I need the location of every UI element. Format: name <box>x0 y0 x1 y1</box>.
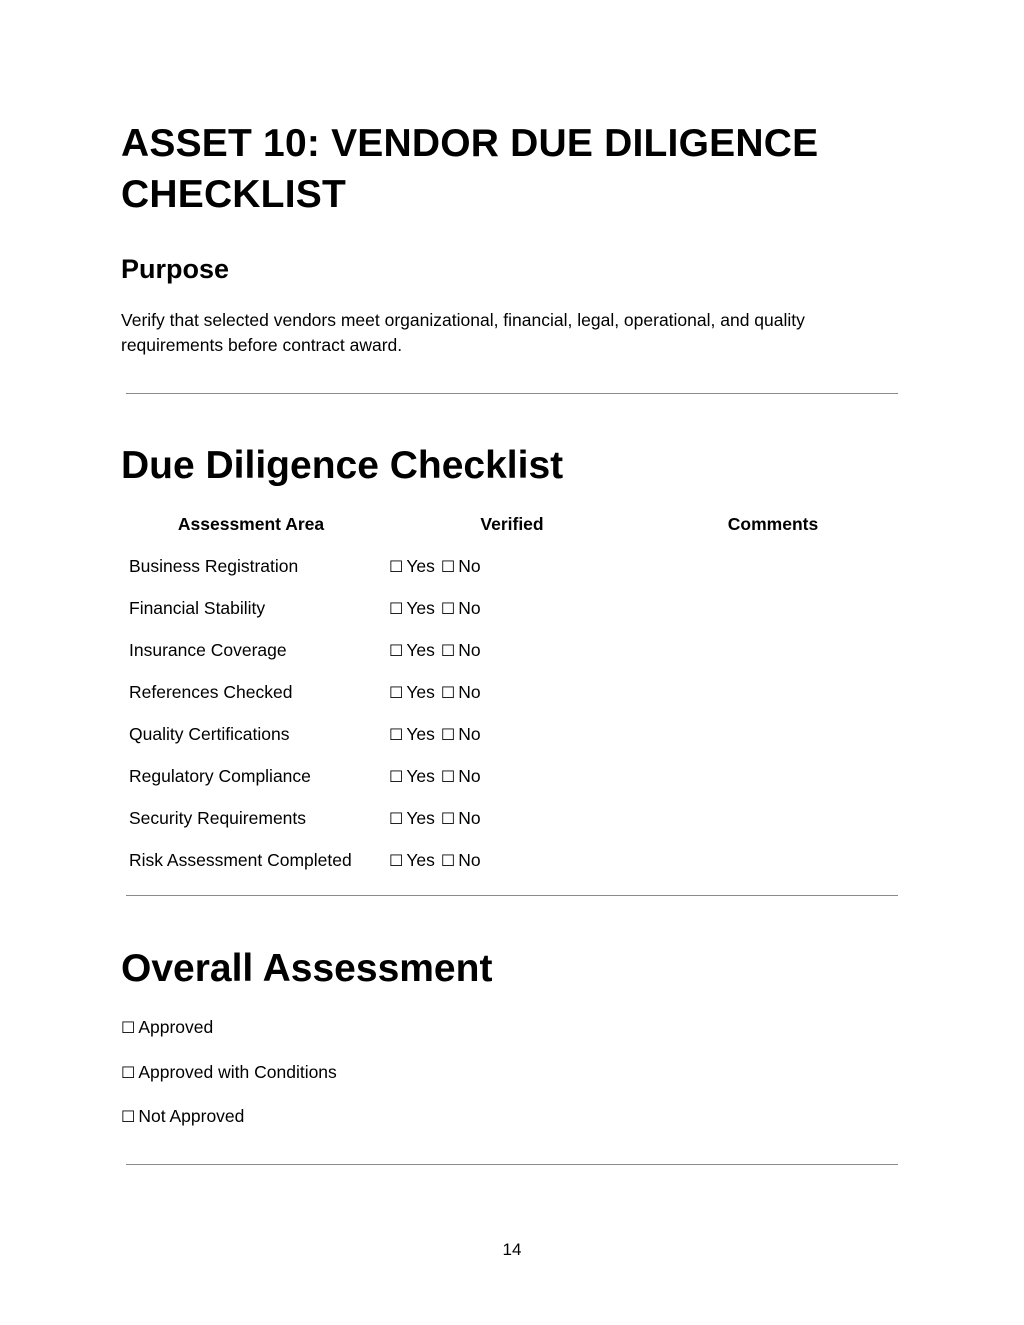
column-header-assessment-area: Assessment Area <box>177 513 325 534</box>
checklist-heading: Due Diligence Checklist <box>121 444 564 487</box>
comments-cell[interactable] <box>643 839 903 881</box>
no-checkbox[interactable]: ☐ <box>440 724 456 744</box>
yes-checkbox[interactable]: ☐ <box>389 556 404 576</box>
no-label: No <box>458 597 481 618</box>
yes-label: Yes <box>406 681 435 702</box>
verified-cell <box>381 545 643 587</box>
assessment-option-label: Not Approved <box>138 1106 245 1126</box>
document-title: ASSET 10: VENDOR DUE DILIGENCE CHECKLIST <box>121 122 819 216</box>
divider <box>126 393 898 394</box>
no-checkbox[interactable]: ☐ <box>440 808 456 828</box>
purpose-text: Verify that selected vendors meet organizational, financial, legal, operational, and quality requirements before contract award. <box>121 310 805 355</box>
comments-cell[interactable] <box>643 797 903 839</box>
assessment-area-cell: References Checked <box>129 681 293 702</box>
column-header-verified: Verified <box>480 513 544 534</box>
assessment-area-cell: Security Requirements <box>129 807 307 828</box>
no-label: No <box>458 849 481 870</box>
comments-cell[interactable] <box>643 545 903 587</box>
comments-cell[interactable] <box>643 671 903 713</box>
no-label: No <box>458 639 481 660</box>
assessment-option-label: Approved <box>138 1017 214 1037</box>
checklist-rows <box>121 545 903 881</box>
divider <box>126 1164 898 1165</box>
yes-label: Yes <box>406 765 435 786</box>
column-header-comments: Comments <box>727 513 819 534</box>
verified-cell <box>381 587 643 629</box>
no-checkbox[interactable]: ☐ <box>440 640 456 660</box>
yes-label: Yes <box>406 723 435 744</box>
assessment-checkbox[interactable]: ☐ <box>121 1107 136 1126</box>
assessment-checkbox[interactable]: ☐ <box>121 1018 136 1037</box>
assessment-area-cell: Quality Certifications <box>129 723 290 744</box>
assessment-checkbox[interactable]: ☐ <box>121 1062 136 1082</box>
comments-cell[interactable] <box>643 755 903 797</box>
assessment-option <box>121 1103 337 1148</box>
no-label: No <box>458 555 481 576</box>
assessment-area-cell: Regulatory Compliance <box>129 765 311 786</box>
overall-assessment-heading: Overall Assessment <box>121 947 493 990</box>
no-label: No <box>458 807 481 828</box>
no-checkbox[interactable]: ☐ <box>440 682 456 702</box>
table-header-row <box>121 503 903 545</box>
yes-checkbox[interactable]: ☐ <box>389 766 404 786</box>
checklist-table <box>121 503 903 881</box>
table-row <box>121 839 903 881</box>
table-row <box>121 629 903 671</box>
verified-cell <box>381 839 643 881</box>
no-checkbox[interactable]: ☐ <box>440 556 456 576</box>
comments-cell[interactable] <box>643 587 903 629</box>
comments-cell[interactable] <box>643 713 903 755</box>
yes-label: Yes <box>406 597 435 618</box>
yes-checkbox[interactable]: ☐ <box>389 850 404 870</box>
yes-label: Yes <box>406 639 435 660</box>
purpose-heading: Purpose <box>121 254 230 284</box>
no-label: No <box>458 681 481 702</box>
yes-label: Yes <box>406 849 435 870</box>
assessment-area-cell: Insurance Coverage <box>129 639 287 660</box>
verified-cell <box>381 797 643 839</box>
no-checkbox[interactable]: ☐ <box>440 598 456 618</box>
yes-checkbox[interactable]: ☐ <box>389 640 404 660</box>
yes-label: Yes <box>406 807 435 828</box>
no-checkbox[interactable]: ☐ <box>440 766 456 786</box>
table-row <box>121 587 903 629</box>
assessment-option <box>121 1014 337 1059</box>
assessment-option <box>121 1059 337 1104</box>
assessment-area-cell: Risk Assessment Completed <box>129 849 352 870</box>
verified-cell <box>381 755 643 797</box>
no-label: No <box>458 765 481 786</box>
no-label: No <box>458 723 481 744</box>
table-row <box>121 671 903 713</box>
table-row <box>121 545 903 587</box>
verified-cell <box>381 713 643 755</box>
table-row <box>121 713 903 755</box>
overall-assessment-options <box>121 1014 337 1148</box>
yes-checkbox[interactable]: ☐ <box>389 808 404 828</box>
yes-label: Yes <box>406 555 435 576</box>
table-row <box>121 755 903 797</box>
verified-cell <box>381 671 643 713</box>
page-number: 14 <box>502 1240 522 1259</box>
divider <box>126 895 898 896</box>
assessment-area-cell: Business Registration <box>129 555 299 576</box>
verified-cell <box>381 629 643 671</box>
assessment-area-cell: Financial Stability <box>129 597 266 618</box>
yes-checkbox[interactable]: ☐ <box>389 598 404 618</box>
table-row <box>121 797 903 839</box>
no-checkbox[interactable]: ☐ <box>440 850 456 870</box>
comments-cell[interactable] <box>643 629 903 671</box>
yes-checkbox[interactable]: ☐ <box>389 724 404 744</box>
assessment-option-label: Approved with Conditions <box>138 1061 337 1082</box>
yes-checkbox[interactable]: ☐ <box>389 682 404 702</box>
